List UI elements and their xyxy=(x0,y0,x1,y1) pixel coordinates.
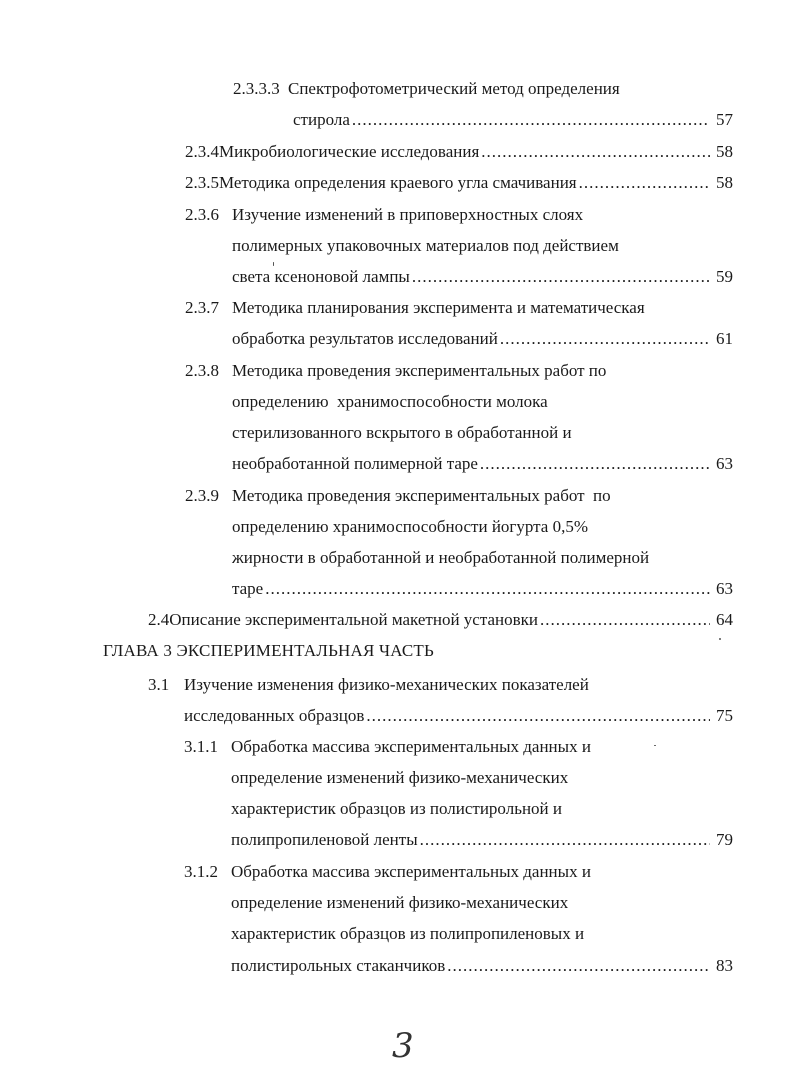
scan-speck xyxy=(719,638,721,640)
chapter-title: ГЛАВА 3 ЭКСПЕРИМЕНТАЛЬНАЯ ЧАСТЬ xyxy=(103,641,434,660)
toc-entry-3-1-1 xyxy=(184,734,733,760)
toc-entry-title: Описание экспериментальной макетной установки xyxy=(169,610,538,629)
toc-entry-title: обработка результатов исследований xyxy=(232,329,498,348)
dot-leader xyxy=(540,607,710,633)
toc-entry-continuation xyxy=(232,451,733,477)
toc-entry-continuation xyxy=(232,514,733,540)
toc-entry-continuation xyxy=(232,326,733,352)
dot-leader xyxy=(481,139,710,165)
toc-entry-title: Методика проведения экспериментальных работ по xyxy=(232,361,607,380)
toc-entry-number: 3.1.2 xyxy=(184,862,218,881)
toc-entry-title: определение изменений физико-механических xyxy=(231,768,569,787)
toc-entry-3-1-2 xyxy=(184,859,733,885)
toc-entry-continuation xyxy=(231,796,733,822)
toc-entry-number: 2.3.3.3 xyxy=(233,79,280,98)
toc-entry-2-3-8 xyxy=(185,358,733,384)
toc-page-ref: 63 xyxy=(716,579,733,598)
toc-entry-title: определение изменений физико-механических xyxy=(231,893,569,912)
toc-entry-title: характеристик образцов из полипропиленовых и xyxy=(231,924,585,943)
dot-leader xyxy=(480,451,710,477)
chapter-heading xyxy=(103,638,663,664)
toc-entry-2-3-5 xyxy=(185,170,733,196)
toc-entry-2-3-4 xyxy=(185,139,733,165)
toc-entry-continuation xyxy=(231,765,733,791)
toc-entry-continuation xyxy=(232,545,733,571)
toc-entry-2-3-6 xyxy=(185,202,733,228)
toc-entry-continuation xyxy=(231,921,733,947)
toc-entry-title: полистирольных стаканчиков xyxy=(231,956,446,975)
toc-entry-2-4 xyxy=(148,607,733,633)
toc-entry-title: Обработка массива экспериментальных данных и xyxy=(231,737,591,756)
toc-entry-continuation xyxy=(232,233,733,259)
scan-speck xyxy=(654,745,656,746)
dot-leader xyxy=(412,264,710,290)
scan-speck xyxy=(273,262,274,266)
toc-entry-continuation xyxy=(231,890,733,916)
toc-entry-title: Обработка массива экспериментальных данных и xyxy=(231,862,591,881)
toc-entry-number: 3.1.1 xyxy=(184,737,218,756)
toc-entry-continuation xyxy=(231,953,733,979)
toc-entry-2-3-9 xyxy=(185,483,733,509)
toc-entry-3-1 xyxy=(148,672,733,698)
page-number: 3 xyxy=(392,1026,414,1066)
toc-page-ref: 59 xyxy=(716,267,733,286)
toc-entry-title: исследованных образцов xyxy=(184,706,365,725)
toc-page-ref: 79 xyxy=(716,830,733,849)
toc-entry-title: Методика определения краевого угла смачивания xyxy=(219,173,577,192)
dot-leader xyxy=(579,170,710,196)
toc-entry-number: 2.3.9 xyxy=(185,486,219,505)
toc-entry-title: Изучение изменения физико-механических показателей xyxy=(184,675,589,694)
toc-entry-title: полимерных упаковочных материалов под действием xyxy=(232,236,619,255)
toc-entry-title: Микробиологические исследования xyxy=(219,142,480,161)
toc-entry-number: 2.3.8 xyxy=(185,361,219,380)
toc-entry-continuation xyxy=(293,107,733,133)
toc-entry-title: таре xyxy=(232,579,264,598)
toc-entry-number: 2.3.5 xyxy=(185,173,219,192)
toc-entry-number: 2.4 xyxy=(148,610,170,629)
toc-entry-title: стерилизованного вскрытого в обработанной и xyxy=(232,423,572,442)
toc-entry-title: Методика проведения экспериментальных работ по xyxy=(232,486,611,505)
toc-entry-continuation xyxy=(232,420,733,446)
toc-entry-title: света ксеноновой лампы xyxy=(232,267,410,286)
dot-leader xyxy=(265,576,710,602)
toc-entry-continuation xyxy=(232,264,733,290)
dot-leader xyxy=(500,326,710,352)
toc-entry-continuation xyxy=(231,827,733,853)
toc-entry-number: 2.3.6 xyxy=(185,205,219,224)
toc-entry-title: определению хранимоспособности молока xyxy=(232,392,548,411)
toc-page-ref: 83 xyxy=(716,956,733,975)
toc-page-ref: 63 xyxy=(716,454,733,473)
toc-entry-title: полипропиленовой ленты xyxy=(231,830,418,849)
toc-entry-title: характеристик образцов из полистирольной и xyxy=(231,799,562,818)
toc-entry-continuation xyxy=(232,576,733,602)
toc-page-ref: 58 xyxy=(716,173,733,192)
toc-entry-title: Методика планирования эксперимента и математическая xyxy=(232,298,645,317)
toc-entry-continuation xyxy=(232,389,733,415)
toc-entry-title: необработанной полимерной таре xyxy=(232,454,478,473)
toc-page-ref: 75 xyxy=(716,706,733,725)
toc-entry-title: Изучение изменений в приповерхностных слоях xyxy=(232,205,584,224)
toc-page-ref: 57 xyxy=(716,110,733,129)
toc-entry-number: 2.3.4 xyxy=(185,142,219,161)
dot-leader xyxy=(352,107,710,133)
toc-entry-title: Спектрофотометрический метод определения xyxy=(288,79,620,98)
dot-leader xyxy=(447,953,710,979)
toc-page-ref: 64 xyxy=(716,610,733,629)
toc-entry-2-3-7 xyxy=(185,295,733,321)
toc-entry-number: 2.3.7 xyxy=(185,298,219,317)
toc-page-ref: 58 xyxy=(716,142,733,161)
toc-entry-2-3-3-3 xyxy=(233,76,733,102)
dot-leader xyxy=(366,703,710,729)
toc-entry-title: жирности в обработанной и необработанной полимерной xyxy=(232,548,650,567)
dot-leader xyxy=(420,827,710,853)
toc-page-ref: 61 xyxy=(716,329,733,348)
toc-entry-continuation xyxy=(184,703,733,729)
toc-entry-title: определению хранимоспособности йогурта 0,5% xyxy=(232,517,589,536)
toc-entry-title: стирола xyxy=(293,110,350,129)
toc-entry-number: 3.1 xyxy=(148,675,170,694)
